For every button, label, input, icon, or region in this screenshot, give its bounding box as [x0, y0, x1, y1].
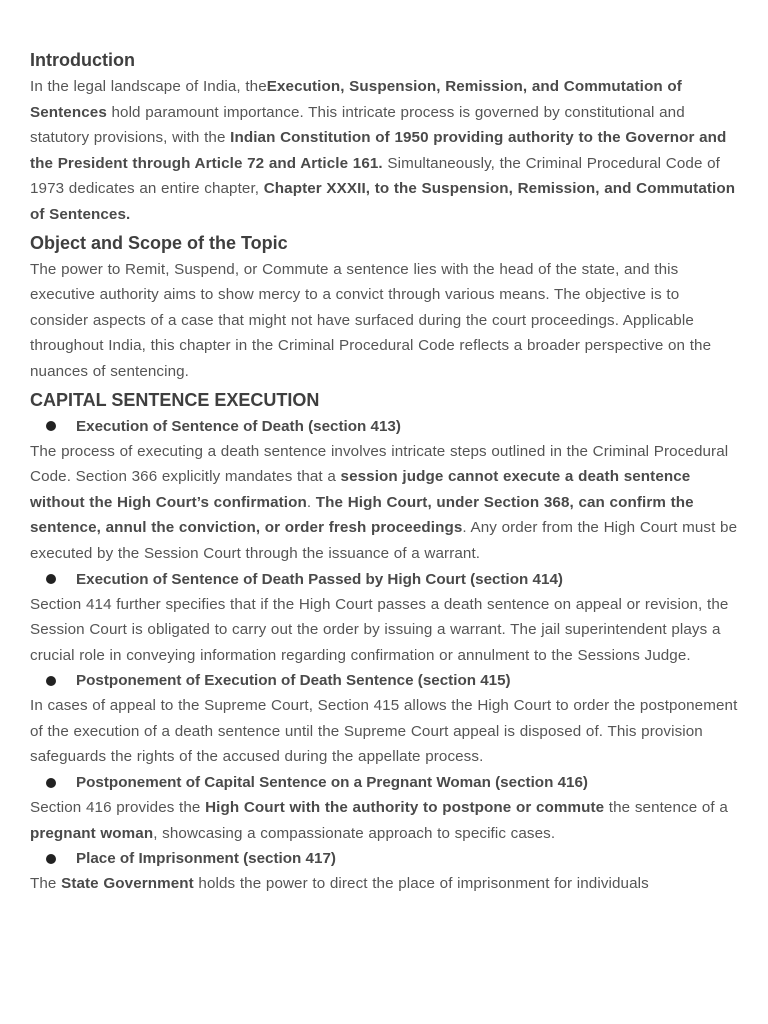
bullet-dot-icon [46, 574, 56, 584]
s416-text-2: the sentence of a [604, 799, 728, 817]
section-415-title: Postponement of Execution of Death Sentence (section 415) [76, 672, 511, 690]
intro-bold-3: Chapter XXXII, to the Suspension, Remission, and Commutation of Sentences. [30, 180, 736, 223]
intro-bold-1: Execution, Suspension, Remission, and Commutation of Sentences [30, 78, 682, 121]
s417-text-2: holds the power to direct the place of imprisonment for individuals [193, 875, 649, 893]
section-413-paragraph [30, 439, 738, 567]
capital-sentence-heading: CAPITAL SENTENCE EXECUTION [30, 389, 320, 410]
bullet-dot-icon [46, 778, 56, 788]
intro-text-3: Simultaneously, the Criminal Procedural Code of 1973 dedicates an entire chapter, [30, 154, 720, 198]
bullet-dot-icon [46, 854, 56, 864]
section-417-title: Place of Imprisonment (section 417) [76, 850, 336, 868]
scope-heading: Object and Scope of the Topic [30, 232, 288, 253]
bullet-dot-icon [46, 676, 56, 686]
s413-text-2: . [306, 493, 316, 511]
s413-text-3: . Any order from the High Court must be executed by the Session Court through the issuance of a warrant. [30, 519, 738, 562]
section-416-title: Postponement of Capital Sentence on a Pregnant Woman (section 416) [76, 774, 588, 792]
section-413-title: Execution of Sentence of Death (section 413) [76, 417, 401, 435]
section-415-paragraph: In cases of appeal to the Supreme Court, Section 415 allows the High Court to order the postponement of the execution of a death sentence until the Supreme Court appeal is disposed of. This provision safeguards the rights of the accused during the appellate process. [30, 697, 738, 766]
section-415-item [30, 668, 738, 693]
section-417-paragraph [30, 871, 738, 897]
s417-text-1: The [30, 875, 62, 893]
s416-bold-2: pregnant woman [30, 824, 154, 842]
section-416-paragraph [30, 795, 738, 846]
section-414-paragraph: Section 414 further specifies that if the High Court passes a death sentence on appeal or revision, the Session Court is obligated to carry out the order by issuing a warrant. The jail superintendent plays a crucial role in conveying information regarding confirmation or annulment to the Sessions Judge. [30, 595, 729, 664]
s416-text-3: , showcasing a compassionate approach to specific cases. [153, 824, 556, 842]
intro-text-2: hold paramount importance. This intricate process is governed by constitutional and statutory provisions, with the [30, 103, 685, 147]
scope-paragraph: The power to Remit, Suspend, or Commute a sentence lies with the head of the state, and this executive authority aims to show mercy to a convict through various means. The objective is to consider aspects of a case that might not have surfaced during the court proceedings. Applicable throughout India, this chapter in the Criminal Procedural Code reflects a broader perspective on the nuances of sentencing. [30, 260, 712, 380]
section-413-item [30, 414, 738, 439]
s413-bold-1: session judge cannot execute a death sentence without the High Court’s confirmation [30, 468, 691, 511]
s413-bold-2: The High Court, under Section 368, can confirm the sentence, annul the conviction, or order fresh proceedings [30, 493, 694, 537]
section-414-title: Execution of Sentence of Death Passed by High Court (section 414) [76, 570, 563, 588]
s417-bold-1: State Government [61, 875, 194, 893]
section-416-item [30, 770, 738, 795]
section-414-item [30, 567, 738, 592]
introduction-heading: Introduction [30, 50, 135, 70]
intro-text-1: In the legal landscape of India, the [30, 78, 267, 95]
intro-bold-2: Indian Constitution of 1950 providing authority to the Governor and the President through Article 72 and Article 161. [30, 129, 727, 172]
bullet-dot-icon [46, 421, 56, 431]
introduction-paragraph [30, 74, 738, 228]
s416-text-1: Section 416 provides the [30, 799, 206, 817]
s413-text-1: The process of executing a death sentence involves intricate steps outlined in the Criminal Procedural Code. Section 366 explicitly mandates that a [30, 442, 729, 486]
section-417-item [30, 846, 738, 871]
s416-bold-1: High Court with the authority to postpone or commute [205, 799, 605, 817]
